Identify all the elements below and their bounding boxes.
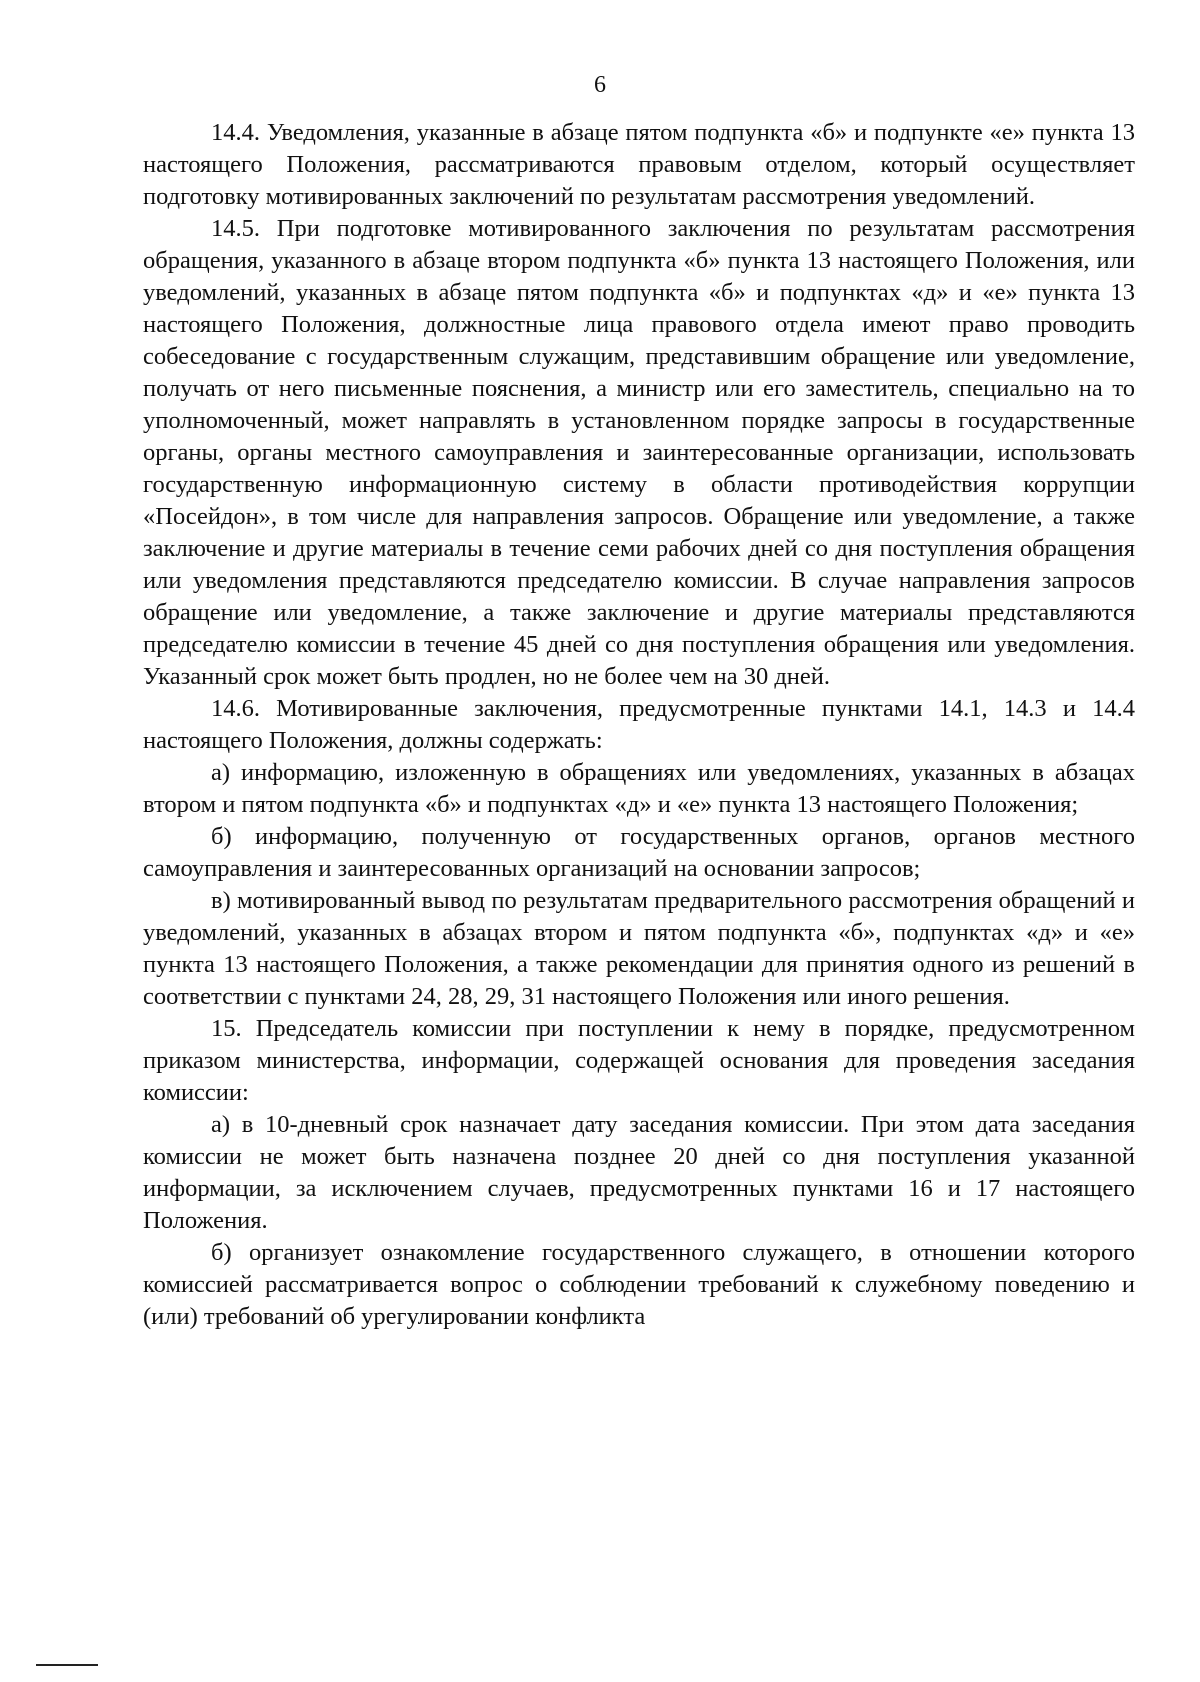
paragraph-15: 15. Председатель комиссии при поступлении к нему в порядке, предусмотренном приказом министерства, информации, содержащей основания для проведения заседания комиссии: [143, 1015, 1135, 1106]
paragraph-14-6: 14.6. Мотивированные заключения, предусмотренные пунктами 14.1, 14.3 и 14.4 настоящего Положения, должны содержать: [143, 695, 1135, 754]
document-body [143, 117, 1135, 1333]
paragraph-15-b: б) организует ознакомление государственного служащего, в отношении которого комиссией рассматривается вопрос о соблюдении требований к служебному поведению и (или) требований об урегулировании конфликта [143, 1239, 1135, 1330]
page-number: 6 [594, 72, 606, 98]
paragraph-15-a: а) в 10-дневный срок назначает дату заседания комиссии. При этом дата заседания комиссии не может быть назначена позднее 20 дней со дня поступления указанной информации, за исключением случаев, предусмотренных пунктами 16 и 17 настоящего Положения. [143, 1111, 1135, 1234]
footer-rule [36, 1664, 98, 1666]
paragraph-14-4: 14.4. Уведомления, указанные в абзаце пятом подпункта «б» и подпункте «е» пункта 13 настоящего Положения, рассматриваются правовым отделом, который осуществляет подготовку мотивированных заключений по результатам рассмотрения уведомлений. [143, 119, 1135, 210]
paragraph-14-6-a: а) информацию, изложенную в обращениях или уведомлениях, указанных в абзацах втором и пятом подпункта «б» и подпунктах «д» и «е» пункта 13 настоящего Положения; [143, 759, 1135, 818]
paragraph-14-5: 14.5. При подготовке мотивированного заключения по результатам рассмотрения обращения, указанного в абзаце втором подпункта «б» пункта 13 настоящего Положения, или уведомлений, указанных в абзаце пятом подпункта «б» и подпунктах «д» и «е» пункта 13 настоящего Положения, должностные лица правового отдела имеют право проводить собеседование с государственным служащим, представившим обращение или уведомление, получать от него письменные пояснения, а министр или его заместитель, специально на то уполномоченный, может направлять в установленном порядке запросы в государственные органы, органы местного самоуправления и заинтересованные организации, использовать государственную информационную систему в области противодействия коррупции «Посейдон», в том числе для направления запросов. Обращение или уведомление, а также заключение и другие материалы в течение семи рабочих дней со дня поступления обращения или уведомления представляются председателю комиссии. В случае направления запросов обращение или уведомление, а также заключение и другие материалы представляются председателю комиссии в течение 45 дней со дня поступления обращения или уведомления. Указанный срок может быть продлен, но не более чем на 30 дней. [143, 215, 1135, 690]
paragraph-14-6-b: б) информацию, полученную от государственных органов, органов местного самоуправления и заинтересованных организаций на основании запросов; [143, 823, 1135, 882]
paragraph-14-6-v: в) мотивированный вывод по результатам предварительного рассмотрения обращений и уведомлений, указанных в абзацах втором и пятом подпункта «б», подпунктах «д» и «е» пункта 13 настоящего Положения, а также рекомендации для принятия одного из решений в соответствии с пунктами 24, 28, 29, 31 настоящего Положения или иного решения. [143, 887, 1135, 1010]
